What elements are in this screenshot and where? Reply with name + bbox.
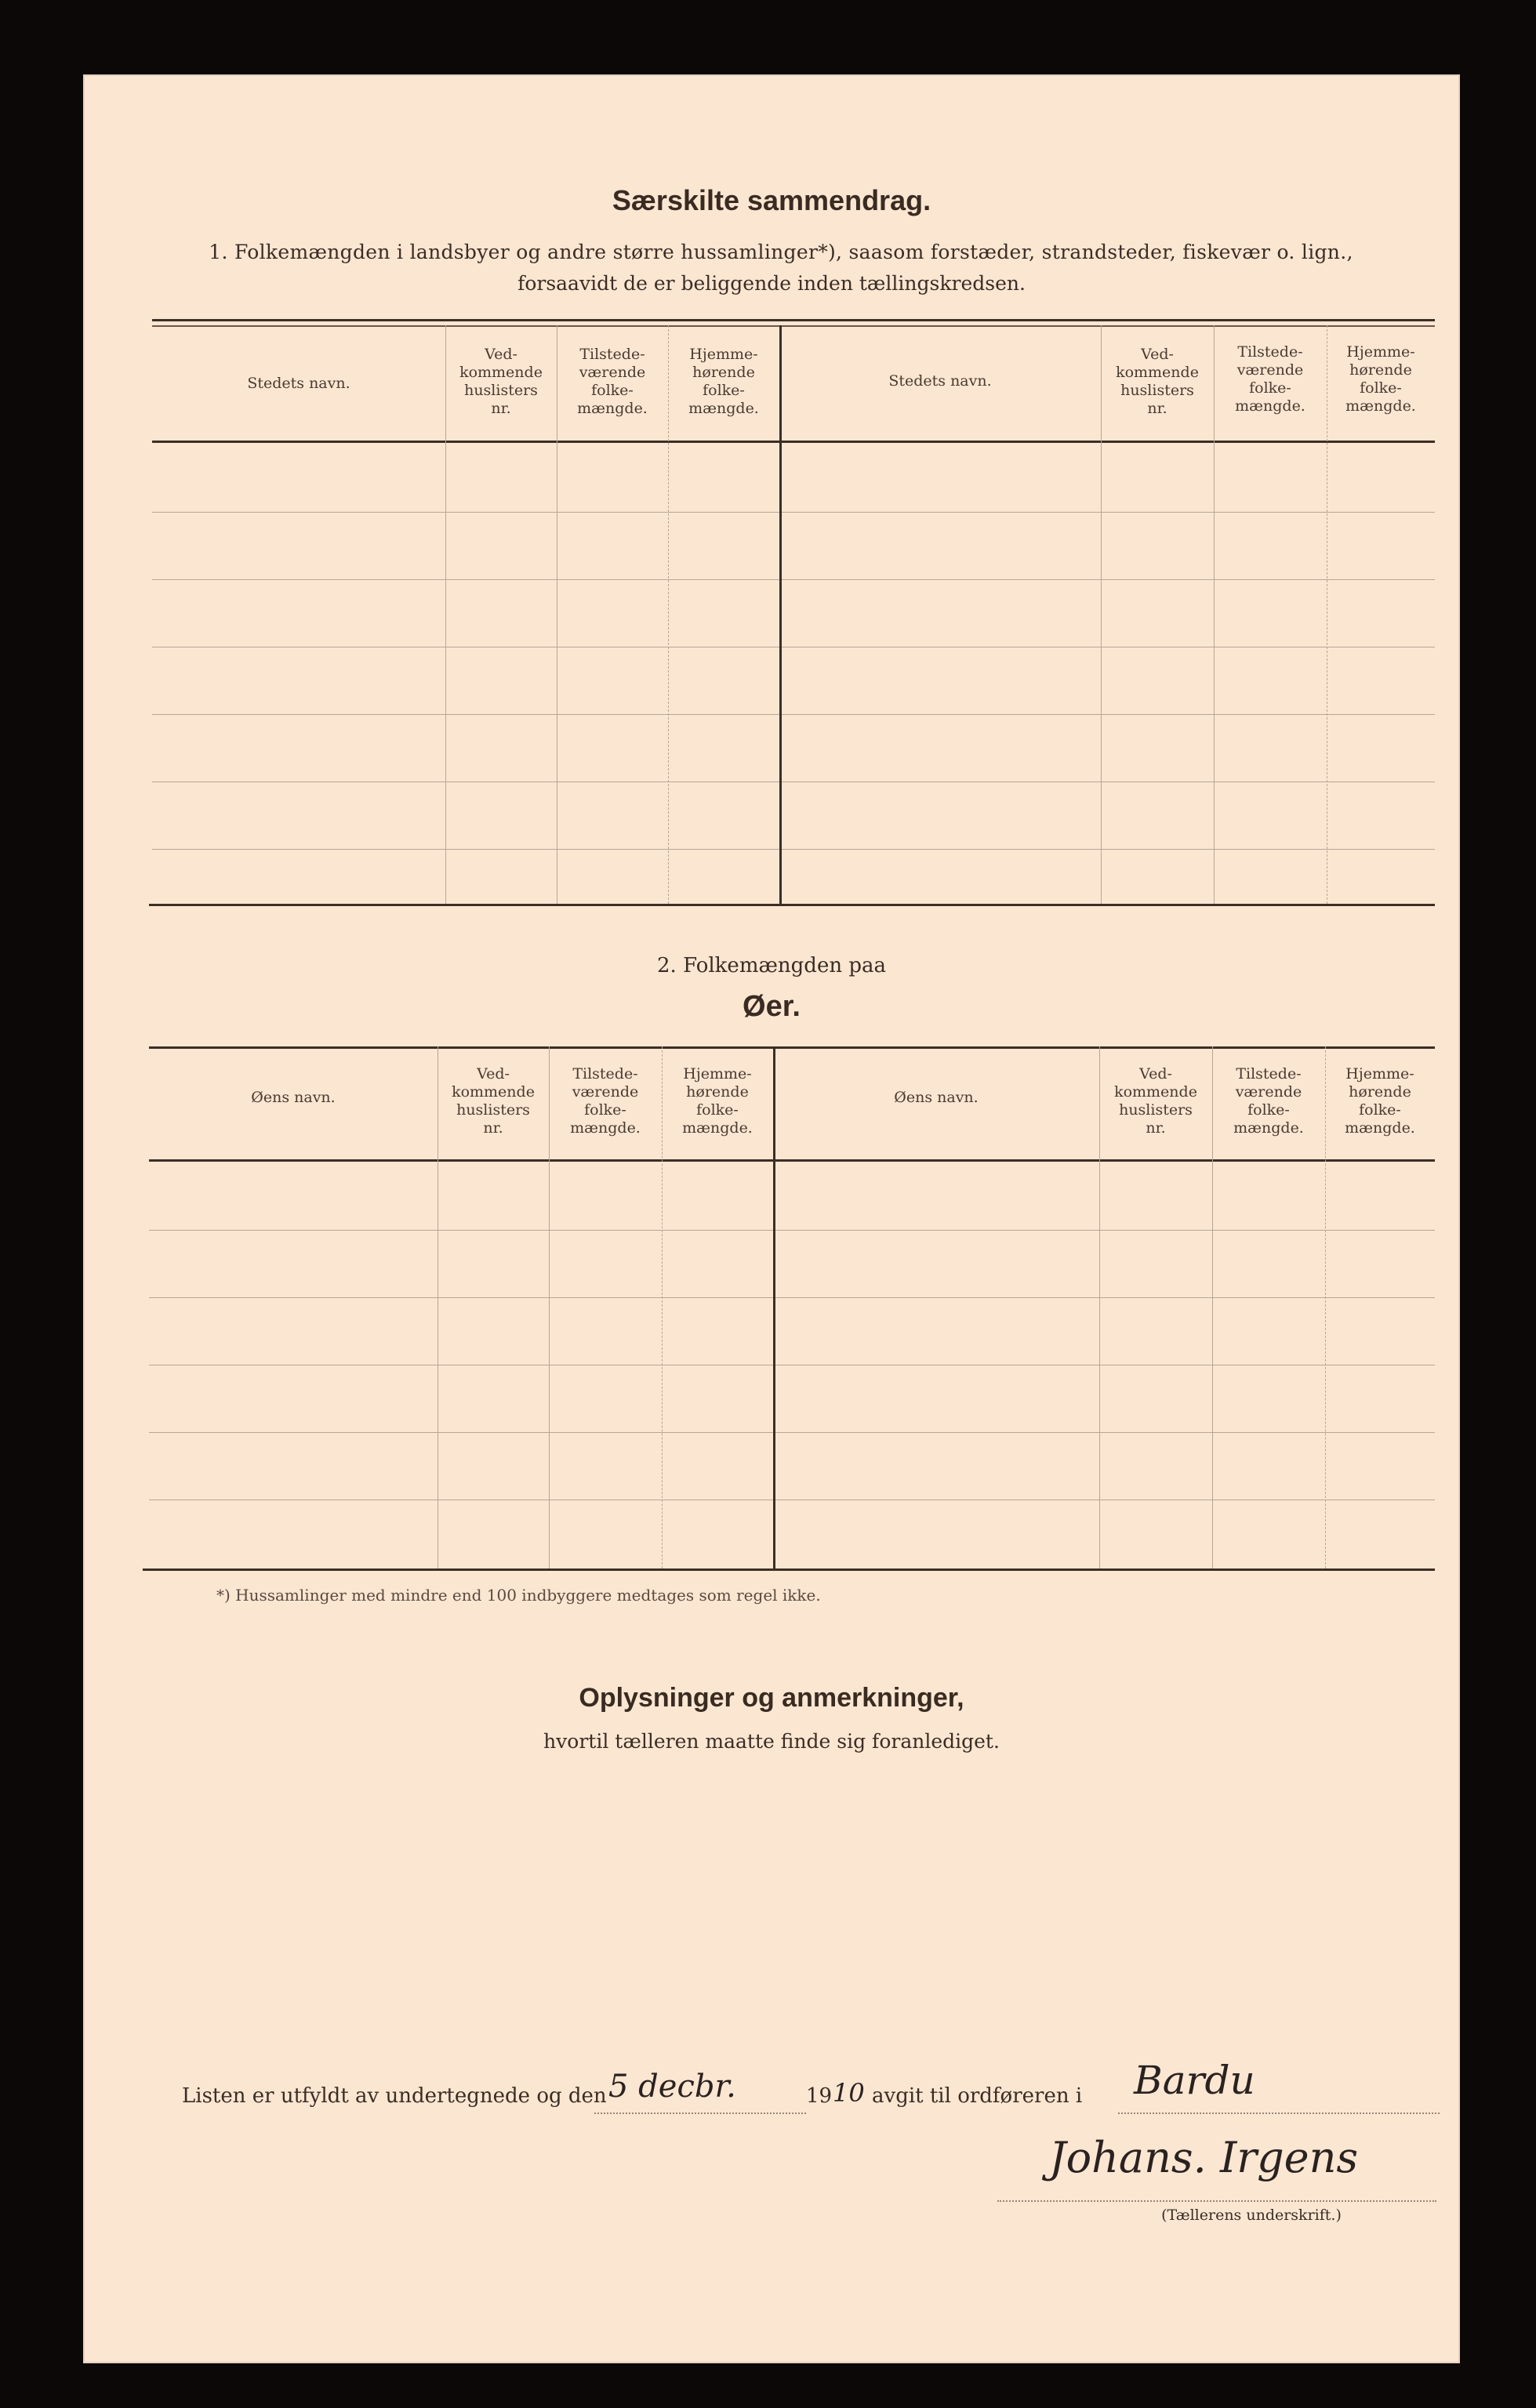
section1-heading: Særskilte sammendrag.: [612, 184, 931, 216]
col-header-present-pop-left: Tilstede- værende folke- mængde.: [577, 346, 648, 417]
footnote: *) Hussamlinger med mindre end 100 indbyggere medtages som regel ikke.: [216, 1586, 821, 1605]
col-header-resident-pop-right: Hjemme- hørende folke- mængde.: [1345, 343, 1416, 415]
col-header-island-name-right: Øens navn.: [894, 1089, 979, 1106]
census-form-page: [83, 74, 1460, 2363]
col-header-place-name-right: Stedets navn.: [888, 372, 992, 390]
col-header-present-pop-right: Tilstede- værende folke- mængde.: [1235, 343, 1305, 415]
remarks-heading: Oplysninger og anmerkninger,: [579, 1683, 964, 1713]
col-header-list-number-left: Ved- kommende huslisters nr.: [459, 346, 543, 417]
section1-subtitle-line2: forsaavidt de er beliggende inden tællingskredsen.: [517, 272, 1026, 295]
section2-heading-line2: Øer.: [743, 990, 801, 1023]
signature-text-before-date: Listen er utfyldt av undertegnede og den: [182, 2084, 607, 2108]
col-header-list-number-left-2: Ved- kommende huslisters nr.: [452, 1065, 535, 1137]
remarks-subheading: hvortil tælleren maatte finde sig foranlediget.: [543, 1730, 1000, 1753]
col-header-resident-pop-right-2: Hjemme- hørende folke- mængde.: [1345, 1065, 1415, 1137]
handwritten-signature: Johans. Irgens: [1049, 2133, 1359, 2182]
signature-caption: (Tællerens underskrift.): [1161, 2207, 1342, 2224]
col-header-island-name-left: Øens navn.: [251, 1089, 336, 1106]
col-header-resident-pop-left: Hjemme- hørende folke- mængde.: [688, 346, 759, 417]
col-header-present-pop-left-2: Tilstede- værende folke- mængde.: [570, 1065, 641, 1137]
col-header-place-name-left: Stedets navn.: [247, 375, 350, 392]
year-prefix: 19: [806, 2084, 833, 2108]
handwritten-place: Bardu: [1134, 2058, 1255, 2103]
col-header-list-number-right: Ved- kommende huslisters nr.: [1116, 346, 1199, 417]
section2-heading-line1: 2. Folkemængden paa: [657, 954, 886, 977]
col-header-present-pop-right-2: Tilstede- værende folke- mængde.: [1233, 1065, 1304, 1137]
handwritten-date: 5 decbr.: [608, 2069, 736, 2105]
section1-subtitle-line1: 1. Folkemængden i landsbyer og andre større hussamlinger*), saasom forstæder, strandsteder, fiskevær o. lign.,: [209, 241, 1353, 263]
handwritten-year: 10: [833, 2078, 865, 2108]
signature-text-after-year: avgit til ordføreren i: [872, 2084, 1083, 2108]
col-header-list-number-right-2: Ved- kommende huslisters nr.: [1114, 1065, 1197, 1137]
col-header-resident-pop-left-2: Hjemme- hørende folke- mængde.: [682, 1065, 753, 1137]
